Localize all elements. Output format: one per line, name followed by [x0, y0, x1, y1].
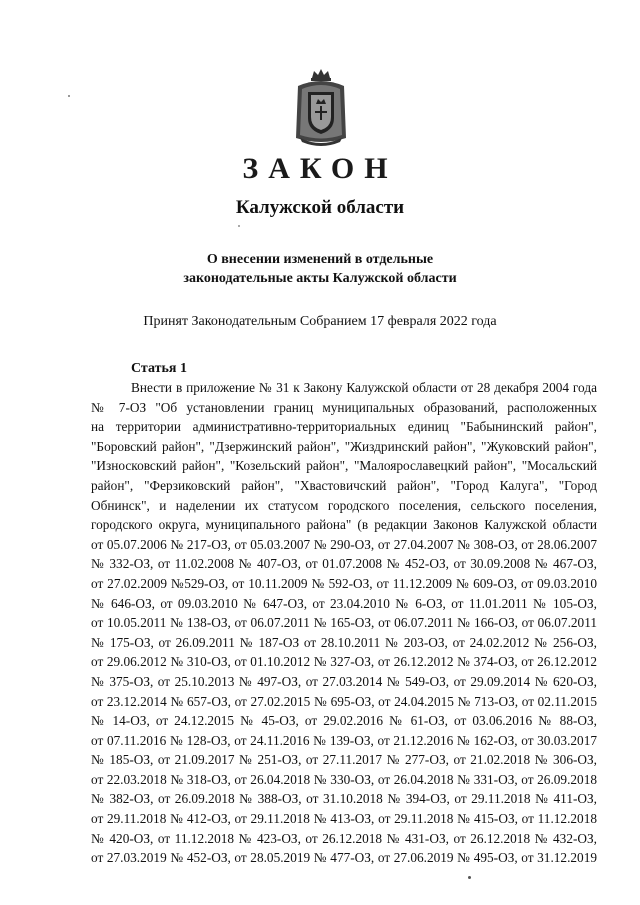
law-heading-line: законодательные акты Калужской области — [183, 271, 457, 286]
law-heading — [0, 250, 640, 288]
article-line: на территории административно-территориальных единиц "Бабынинский район", — [91, 419, 597, 435]
article-line: от 07.11.2016 № 128-ОЗ, от 24.11.2016 № 139-ОЗ, от 21.12.2016 № 162-ОЗ, от 30.03.2017 — [91, 732, 597, 748]
article-line: от 23.12.2014 № 657-ОЗ, от 27.02.2015 № 695-ОЗ, от 24.04.2015 № 713-ОЗ, от 02.11.2015 — [91, 693, 597, 709]
article-line: № 420-ОЗ, от 11.12.2018 № 423-ОЗ, от 26.12.2018 № 431-ОЗ, от 26.12.2018 № 432-ОЗ, — [91, 830, 597, 846]
article-line: № 375-ОЗ, от 25.10.2013 № 497-ОЗ, от 27.03.2014 № 549-ОЗ, от 29.09.2014 № 620-ОЗ, — [91, 673, 597, 689]
article-line: № 646-ОЗ, от 09.03.2010 № 647-ОЗ, от 23.04.2010 № 6-ОЗ, от 11.01.2011 № 105-ОЗ, — [91, 595, 597, 611]
coat-of-arms-icon — [290, 68, 352, 148]
article-line: "Боровский район", "Дзержинский район", "Жиздринский район", "Жуковский район", — [91, 438, 597, 454]
article-line: № 7-ОЗ "Об установлении границ муниципальных образований, расположенных — [91, 399, 597, 415]
article-body — [91, 378, 597, 868]
article-line: "Износковский район", "Козельский район", "Малоярославецкий район", "Мосальский — [91, 458, 597, 474]
region-name: Калужской области — [235, 197, 405, 218]
article-line: городского округа, муниципального района" (в редакции Законов Калужской области — [91, 517, 597, 533]
document-title: ЗАКОН — [242, 152, 398, 185]
article-line: от 22.03.2018 № 318-ОЗ, от 26.04.2018 № 330-ОЗ, от 26.04.2018 № 331-ОЗ, от 26.09.2018 — [91, 771, 597, 787]
article-line: Обнинск", и наделении их статусом городского поселения, сельского поселения, — [91, 497, 597, 513]
article-line: от 10.05.2011 № 138-ОЗ, от 06.07.2011 № 165-ОЗ, от 06.07.2011 № 166-ОЗ, от 06.07.2011 — [91, 615, 597, 631]
article-line: от 29.11.2018 № 412-ОЗ, от 29.11.2018 № 413-ОЗ, от 29.11.2018 № 415-ОЗ, от 11.12.2018 — [91, 811, 597, 827]
article-line: № 382-ОЗ, от 26.09.2018 № 388-ОЗ, от 31.10.2018 № 394-ОЗ, от 29.11.2018 № 411-ОЗ, — [91, 791, 597, 807]
article-line: район", "Ферзиковский район", "Хвастовичский район", "Город Калуга", "Город — [91, 477, 597, 493]
scan-speck — [68, 95, 70, 97]
scan-speck — [238, 225, 240, 227]
article-line: от 27.02.2009 №529-ОЗ, от 10.11.2009 № 592-ОЗ, от 11.12.2009 № 609-ОЗ, от 09.03.2010 — [91, 575, 597, 591]
adoption-date: Принят Законодательным Собранием 17 февраля 2022 года — [143, 314, 497, 329]
article-line: № 14-ОЗ, от 24.12.2015 № 45-ОЗ, от 29.02.2016 № 61-ОЗ, от 03.06.2016 № 88-ОЗ, — [91, 713, 597, 729]
article-line: от 29.06.2012 № 310-ОЗ, от 01.10.2012 № 327-ОЗ, от 26.12.2012 № 374-ОЗ, от 26.12.2012 — [91, 654, 597, 670]
article-line: от 05.07.2006 № 217-ОЗ, от 05.03.2007 № 290-ОЗ, от 27.04.2007 № 308-ОЗ, от 28.06.2007 — [91, 536, 597, 552]
article-line: от 27.03.2019 № 452-ОЗ, от 28.05.2019 № 477-ОЗ, от 27.06.2019 № 495-ОЗ, от 31.12.2019 — [91, 850, 597, 866]
article-line: № 175-ОЗ, от 26.09.2011 № 187-ОЗ от 28.10.2011 № 203-ОЗ, от 24.02.2012 № 256-ОЗ, — [91, 634, 597, 650]
article-line: № 185-ОЗ, от 21.09.2017 № 251-ОЗ, от 27.11.2017 № 277-ОЗ, от 21.02.2018 № 306-ОЗ, — [91, 752, 597, 768]
article-line: № 332-ОЗ, от 11.02.2008 № 407-ОЗ, от 01.07.2008 № 452-ОЗ, от 30.09.2008 № 467-ОЗ, — [91, 556, 597, 572]
article-line: Внести в приложение № 31 к Закону Калужской области от 28 декабря 2004 года — [131, 380, 597, 395]
law-heading-line: О внесении изменений в отдельные — [206, 252, 434, 267]
scan-speck — [468, 876, 471, 879]
article-title: Статья 1 — [131, 361, 187, 376]
